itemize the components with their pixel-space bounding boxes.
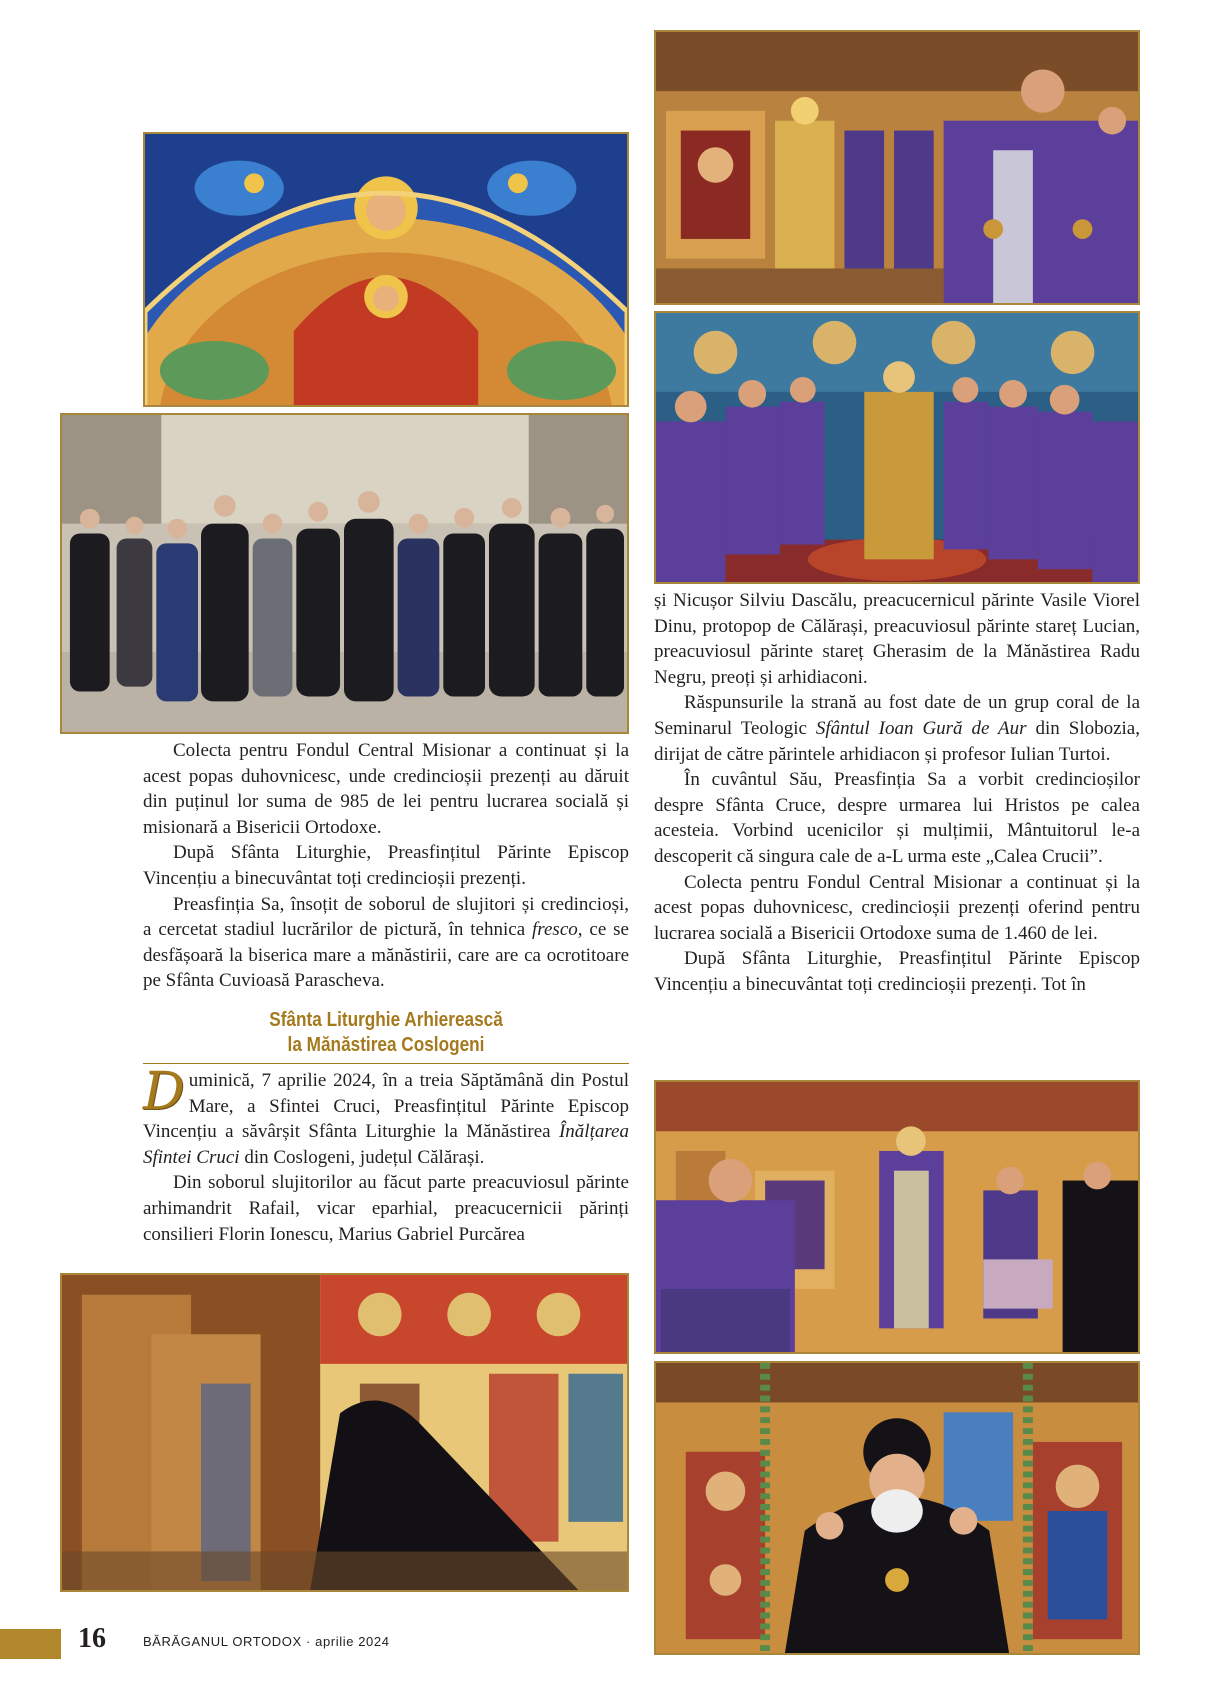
section-title xyxy=(177,1008,595,1058)
left-text-lower xyxy=(143,1062,629,1247)
right-paragraph-3: În cuvântul Său, Preasfinția Sa a vorbit credincioșilor despre Sfânta Cruce, despre urmarea lui Hristos pe calea acesteia. Vorbind ucenicilor și mulțimii, Mântuitorul le-a descoperit că singura cale de a-L urma este „Calea Crucii”. xyxy=(654,769,1140,867)
left-paragraph-2: După Sfânta Liturghie, Preasfințitul Părinte Episcop Vincențiu a binecuvântat toți credincioșii prezenți. xyxy=(143,842,629,889)
publication-title: BĂRĂGANUL ORTODOX xyxy=(143,1634,302,1649)
left-text-upper xyxy=(143,738,629,994)
section-title-rule xyxy=(143,1063,629,1064)
page-number: 16 xyxy=(78,1623,106,1654)
footer-accent-bar xyxy=(0,1629,61,1659)
photo-iconostasis-veneration xyxy=(60,1273,629,1592)
photo-clergy-sobor xyxy=(654,311,1140,584)
left-paragraph-5: Din soborul slujitorilor au făcut parte preacuviosul părinte arhimandrit Rafail, vicar eparhial, preacucernicii părinți consilieri Florin Ionescu, Marius Gabriel Purcărea xyxy=(143,1172,629,1245)
left-paragraph-3: Preasfinția Sa, însoțit de soborul de slujitori și credincioși, a cercetat stadiul lucrărilor de pictură, în tehnica fresco, ce se desfășoară la biserica mare a mănăstirii, care are ca ocrotitoare pe Sfânta Cuvioasă Parascheva. xyxy=(143,893,629,992)
section-title-line-1: Sfânta Liturghie Arhierească xyxy=(269,1009,503,1031)
photo-fresco-dome xyxy=(143,132,629,407)
left-paragraph-1: Colecta pentru Fondul Central Misionar a continuat și la acest popas duhovnicesc, unde credincioșii prezenți au dăruit din puținul lor suma de 985 de lei pentru lucrarea socială și misionară a Bisericii Ortodoxe. xyxy=(143,740,629,838)
photo-bishop-blessing xyxy=(654,1361,1140,1655)
publication-name xyxy=(143,1634,390,1649)
right-paragraph-1: și Nicușor Silviu Dascălu, preacucernicul părinte Vasile Viorel Dinu, protopop de Călărași, preacuviosul părinte stareț Lucian, preacuviosul părinte stareț Gherasim de la Mănăstirea Radu Negru, preoți și arhidiaconi. xyxy=(654,590,1140,688)
photo-sermon-ambon xyxy=(654,1080,1140,1354)
right-paragraph-2: Răspunsurile la strană au fost date de un grup coral de la Seminarul Teologic Sfântul Ioan Gură de Aur din Slobozia, dirijat de către părintele arhidiacon și profesor Iulian Turtoi. xyxy=(654,692,1140,765)
right-paragraph-4: Colecta pentru Fondul Central Misionar a continuat și la acest popas duhovnicesc, credincioșii prezenți oferind pentru lucrarea socială a Bisericii Ortodoxe suma de 1.460 de lei. xyxy=(654,871,1140,944)
photo-liturgy-reading xyxy=(654,30,1140,305)
right-text xyxy=(654,588,1140,998)
photo-group-portrait xyxy=(60,413,629,734)
right-paragraph-5: După Sfânta Liturghie, Preasfințitul Părinte Episcop Vincențiu a binecuvântat toți credincioșii prezenți. Tot în xyxy=(654,948,1140,995)
drop-cap: D xyxy=(143,1062,185,1122)
left-paragraph-4: Duminică, 7 aprilie 2024, în a treia Săptămână din Postul Mare, a Sfintei Cruci, Preasfințitul Părinte Episcop Vincențiu a săvârșit Sfânta Liturghie la Mănăstirea Înălțarea Sfintei Cruci din Coslogeni, județul Călărași. xyxy=(143,1062,629,1168)
publication-date: · aprilie 2024 xyxy=(301,1634,390,1649)
section-title-line-2: la Mănăstirea Coslogeni xyxy=(287,1034,485,1056)
